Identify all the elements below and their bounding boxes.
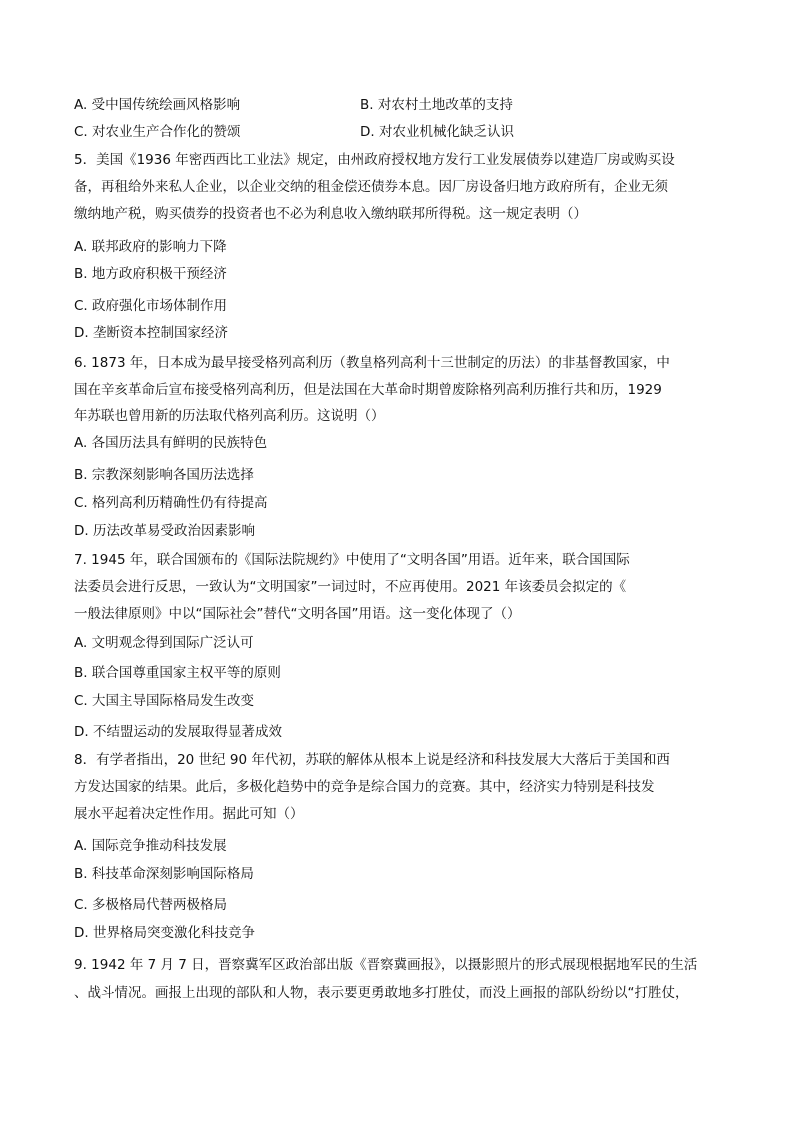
q8-option-b: B. 科技革命深刻影响国际格局 [74,866,254,882]
q5-option-a: A. 联邦政府的影响力下降 [74,239,227,255]
q5-option-d: D. 垄断资本控制国家经济 [74,325,228,341]
q4-options-row-1 [74,96,714,114]
q6-stem-line-2: 国在辛亥革命后宣布接受格列高利历，但是法国在大革命时期曾废除格列高利历推行共和历，1929 [74,382,662,398]
q4-option-d: D. 对农业机械化缺乏认识 [360,124,514,140]
q7-stem-line-3: 一般法律原则》中以“国际社会”替代“文明各国”用语。这一变化体现了（） [74,606,521,622]
q4-option-a: A. 受中国传统绘画风格影响 [74,97,241,113]
q5-option-c: C. 政府强化市场体制作用 [74,298,228,314]
q6-option-a: A. 各国历法具有鲜明的民族特色 [74,435,268,451]
q8-option-d: D. 世界格局突变激化科技竞争 [74,925,255,941]
q7-option-b: B. 联合国尊重国家主权平等的原则 [74,665,281,681]
q8-option-c: C. 多极格局代替两极格局 [74,897,228,913]
q5-stem-line-3: 缴纳地产税，购买债券的投资者也不必为利息收入缴纳联邦所得税。这一规定表明（） [74,206,587,222]
q4-options-row-2 [74,123,714,141]
q7-option-d: D. 不结盟运动的发展取得显著成效 [74,724,282,740]
q7-stem-line-2: 法委员会进行反思，一致认为“文明国家”一词过时，不应再使用。2021 年该委员会拟定的《 [74,579,627,595]
q6-stem-line-1: 6. 1873 年，日本成为最早接受格列高利历（教皇格列高利十三世制定的历法）的非基督教国家，中 [74,355,670,371]
q7-option-c: C. 大国主导国际格局发生改变 [74,693,255,709]
q5-stem-line-1: 5．美国《1936 年密西西比工业法》规定，由州政府授权地方发行工业发展债券以建造厂房或购买设 [74,152,675,168]
q8-stem-line-3: 展水平起着决定性作用。据此可知（） [74,806,304,822]
q6-option-b: B. 宗教深刻影响各国历法选择 [74,467,254,483]
q7-stem-line-1: 7. 1945 年，联合国颁布的《国际法院规约》中使用了“文明各国”用语。近年来，联合国国际 [74,552,630,568]
q8-stem-line-2: 方发达国家的结果。此后，多极化趋势中的竞争是综合国力的竞赛。其中，经济实力特别是科技发 [74,779,655,795]
q4-option-c: C. 对农业生产合作化的赞颂 [74,124,241,140]
q9-stem-line-2: 、战斗情况。画报上出现的部队和人物，表示要更勇敢地多打胜仗，而没上画报的部队纷纷以“打胜仗， [74,985,689,1001]
q6-option-d: D. 历法改革易受政治因素影响 [74,523,255,539]
q8-option-a: A. 国际竞争推动科技发展 [74,838,227,854]
q6-stem-line-3: 年苏联也曾用新的历法取代格列高利历。这说明（） [74,408,385,424]
q9-stem-line-1: 9. 1942 年 7 月 7 日，晋察冀军区政治部出版《晋察冀画报》，以摄影照片的形式展现根据地军民的生活 [74,957,698,973]
q5-stem-line-2: 备，再租给外来私人企业，以企业交纳的租金偿还债券本息。因厂房设备归地方政府所有，企业无须 [74,179,668,195]
q4-option-b: B. 对农村土地改革的支持 [360,97,513,113]
q7-option-a: A. 文明观念得到国际广泛认可 [74,635,254,651]
q8-stem-line-1: 8．有学者指出，20 世纪 90 年代初，苏联的解体从根本上说是经济和科技发展大大落后于美国和西 [74,752,670,768]
q6-option-c: C. 格列高利历精确性仍有待提高 [74,495,268,511]
q5-option-b: B. 地方政府积极干预经济 [74,266,227,282]
